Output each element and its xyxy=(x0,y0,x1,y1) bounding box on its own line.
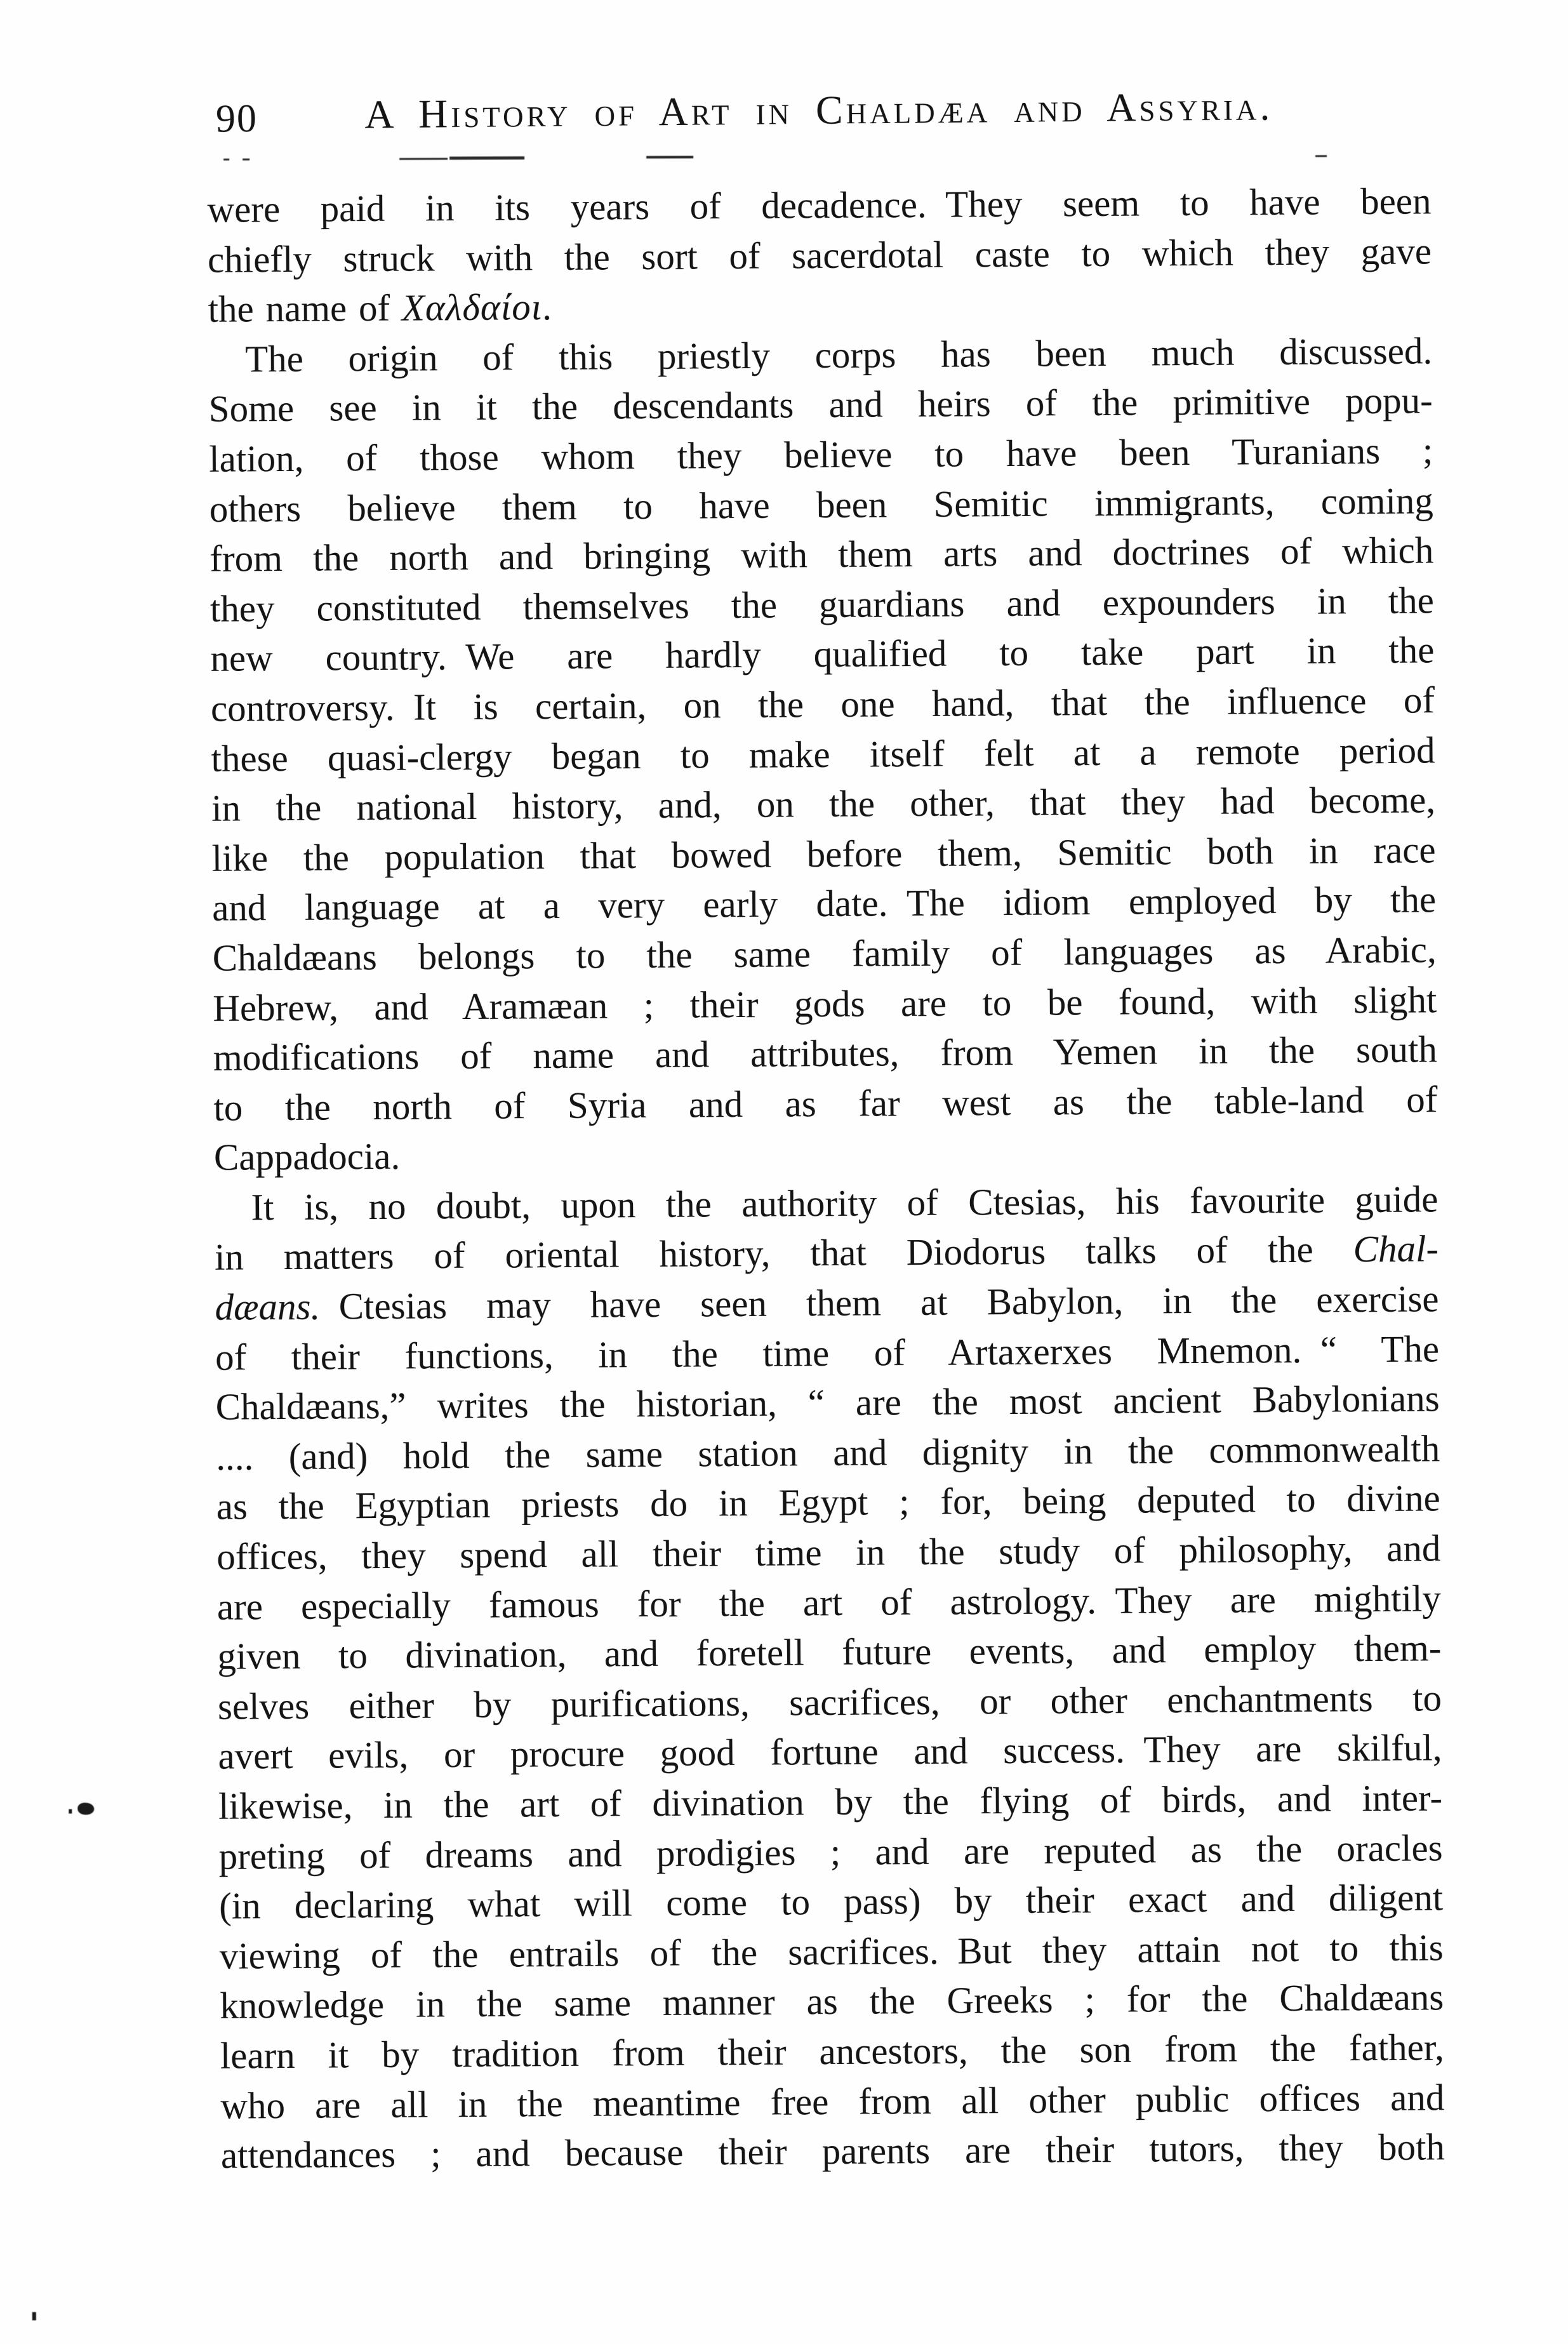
text-line: who are all in the meantime free from all other public offices and xyxy=(220,2075,1445,2127)
text-line: they constituted themselves the guardians and expounders in the xyxy=(209,579,1435,630)
text-run: the name of xyxy=(208,286,402,331)
text-line: selves either by purifications, sacrifices, or other enchantments to xyxy=(217,1677,1442,1728)
text-line: Cappadocia. xyxy=(213,1135,401,1179)
scan-artifact xyxy=(449,156,524,159)
text-line xyxy=(208,276,1432,335)
text-line: in the national history, and, on the other, that they had become, xyxy=(211,778,1436,829)
text-line: others believe them to have been Semitic immigrants, coming xyxy=(209,479,1434,530)
text-line: given to divination, and foretell future events, and employ them- xyxy=(217,1627,1442,1678)
text-line: controversy. It is certain, on the one hand, that the influence of xyxy=(210,679,1435,729)
text-run: . xyxy=(541,286,552,328)
text-line: were paid in its years of decadence. They seem to have been xyxy=(207,180,1432,230)
text-line: to the north of Syria and as far west as the table-land of xyxy=(213,1078,1438,1129)
text-line: are especially famous for the art of astrology. They are mightily xyxy=(216,1576,1442,1628)
scan-artifact xyxy=(1315,155,1327,157)
text-run: in matters of oriental history, that Diodorus talks of the xyxy=(214,1228,1353,1279)
text-line: Hebrew, and Aramæan ; their gods are to be found, with slight xyxy=(213,978,1437,1029)
scan-artifact xyxy=(32,2312,36,2321)
text-line: like the population that bowed before them, Semitic both in race xyxy=(211,829,1436,879)
text-line: as the Egyptian priests do in Egypt ; for, being deputed to divine xyxy=(216,1477,1440,1528)
italic-term: dæans. xyxy=(215,1285,321,1328)
page-header xyxy=(207,79,1432,148)
text-line: these quasi-clergy began to make itself felt at a remote period xyxy=(211,728,1435,780)
text-line: lation, of those whom they believe to have been Turanians ; xyxy=(209,429,1433,480)
text-line: .... (and) hold the same station and dignity in the commonwealth xyxy=(216,1427,1440,1478)
text-line: chiefly struck with the sort of sacerdotal caste to which they gave xyxy=(207,229,1432,281)
text-line: (in declaring what will come to pass) by their exact and diligent xyxy=(218,1876,1444,1927)
text-line: new country. We are hardly qualified to take part in the xyxy=(210,629,1435,680)
text-line: preting of dreams and prodigies ; and are reputed as the oracles xyxy=(218,1826,1443,1877)
scan-artifact xyxy=(223,159,229,161)
body-text xyxy=(207,176,1445,2180)
scan-artifact xyxy=(77,1802,94,1815)
text-line xyxy=(215,1274,1439,1332)
text-line: viewing of the entrails of the sacrifices. But they attain not to this xyxy=(219,1926,1444,1977)
text-line: of their functions, in the time of Artaxerxes Mnemon. “ The xyxy=(215,1328,1440,1378)
italic-term: Chal- xyxy=(1353,1227,1439,1270)
scan-artifact xyxy=(646,156,693,158)
scan-artifact xyxy=(399,158,448,160)
text-line: avert evils, or procure good fortune and success. They are skilful, xyxy=(218,1726,1442,1778)
text-line: Chaldæans belongs to the same family of languages as Arabic, xyxy=(212,928,1437,979)
text-line: It is, no doubt, upon the authority of Ctesias, his favourite guide xyxy=(251,1178,1438,1229)
text-line: knowledge in the same manner as the Greeks ; for the Chaldæans xyxy=(220,1976,1444,2027)
text-line: Chaldæans,” writes the historian, “ are the most ancient Babylonians xyxy=(215,1377,1440,1428)
running-title: A History of Art in Chaldæa and Assyria. xyxy=(364,83,1273,137)
text-line: and language at a very early date. The idiom employed by the xyxy=(211,878,1437,929)
scan-artifact xyxy=(69,1809,72,1814)
text-line: offices, they spend all their time in the study of philosophy, and xyxy=(216,1527,1441,1578)
text-line: from the north and bringing with them arts and doctrines of which xyxy=(209,529,1434,580)
text-line: modifications of name and attributes, from Yemen in the south xyxy=(213,1028,1438,1079)
scan-artifact xyxy=(243,159,249,161)
text-line: attendances ; and because their parents are their tutors, they both xyxy=(220,2126,1445,2176)
text-line: likewise, in the art of divination by the flying of birds, and inter- xyxy=(218,1776,1443,1827)
text-line: learn it by tradition from their ancestors, the son from the father, xyxy=(220,2026,1445,2077)
text-line: Some see in it the descendants and heirs of the primitive popu- xyxy=(208,379,1433,430)
text-line: The origin of this priestly corps has been much discussed. xyxy=(244,330,1433,380)
text-line xyxy=(215,1224,1439,1282)
page-number: 90 xyxy=(215,97,258,141)
greek-term: Χαλδαίοι xyxy=(401,286,543,329)
text-run: Ctesias may have seen them at Babylon, in the exercise xyxy=(319,1277,1439,1328)
